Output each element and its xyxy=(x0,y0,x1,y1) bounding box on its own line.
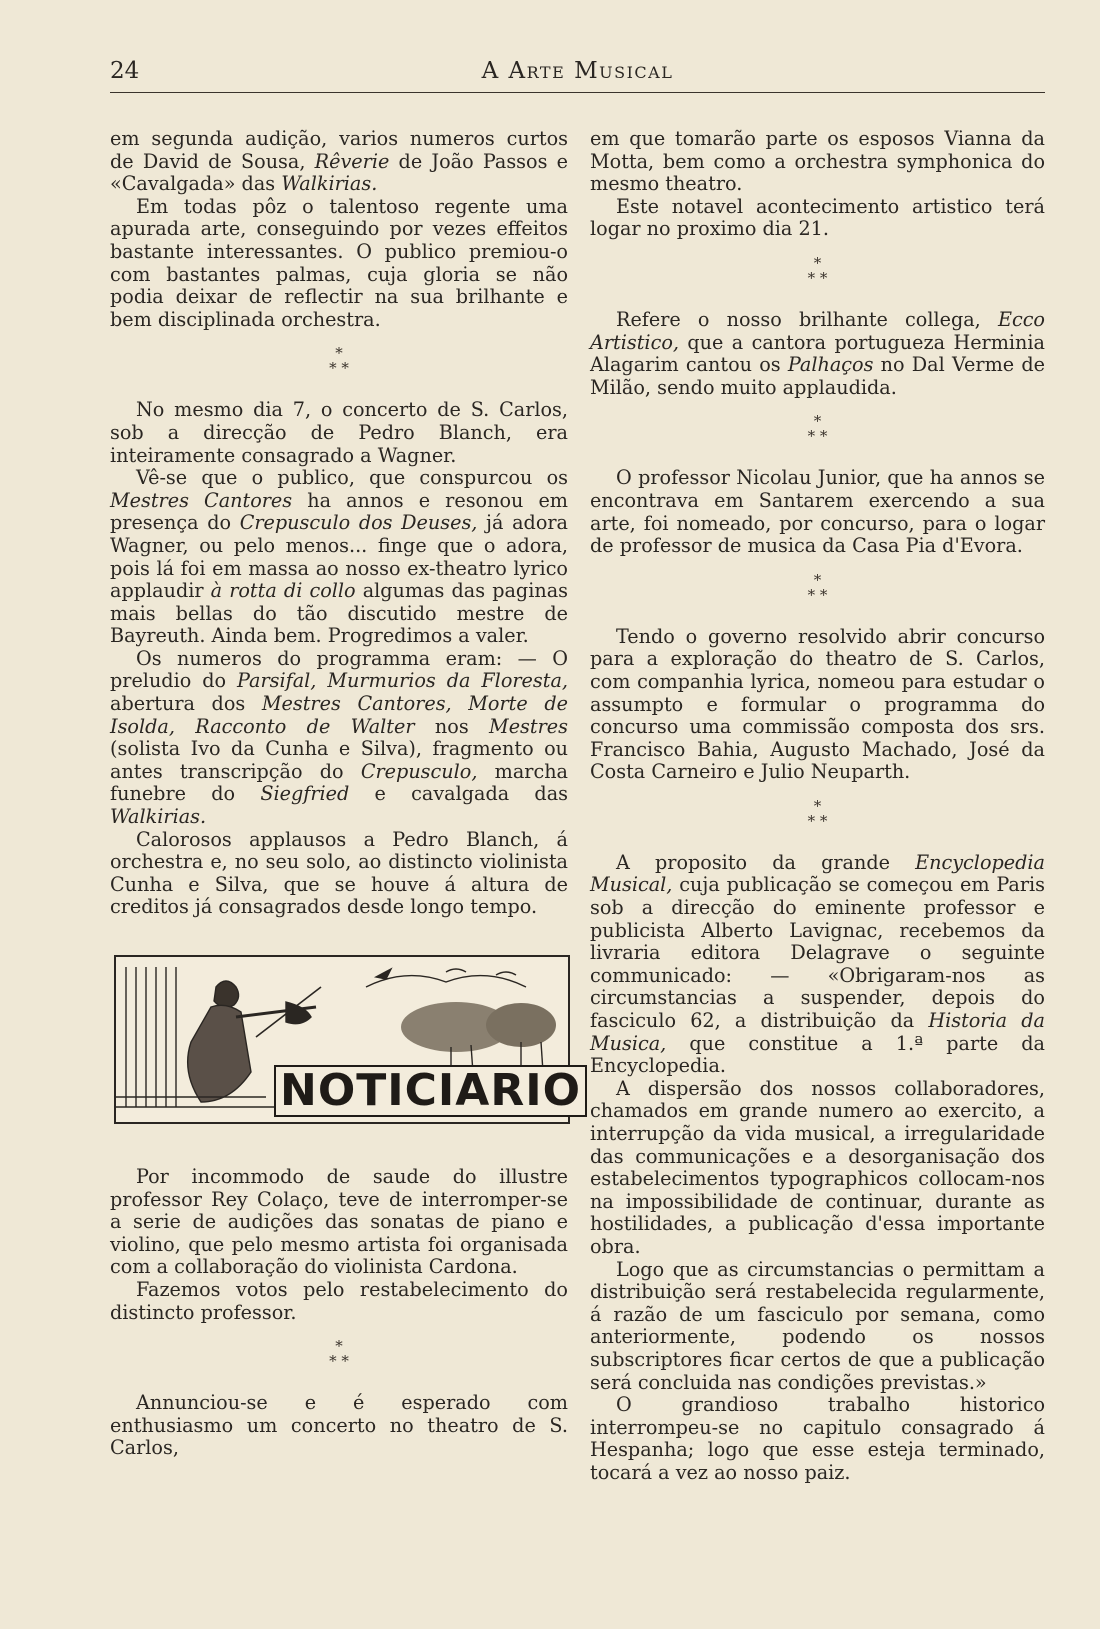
paragraph: Calorosos applausos a Pedro Blanch, á orchestra e, no seu solo, ao distincto violinista Cunha e Silva, que se houve á altura de creditos já consagrados desde longo tempo. xyxy=(110,827,568,919)
page-header xyxy=(110,58,1045,93)
paragraph: Em todas pôz o talentoso regente uma apurada arte, conseguindo por vezes effeitos bastante interessantes. O publico premiou-o com bastantes palmas, cuja gloria se não podia deixar de reflectir na sua brilhante e bem disciplinada orchestra. xyxy=(110,194,568,331)
paragraph: em segunda audição, varios numeros curtos de David de Sousa, Rêverie de João Passos e «Cavalgada» das Walkirias. xyxy=(110,127,568,196)
page-number: 24 xyxy=(110,58,140,84)
paragraph: Este notavel acontecimento artistico terá logar no proximo dia 21. xyxy=(590,194,1045,241)
paragraph: O grandioso trabalho historico interrompeu-se no capitulo consagrado á Hespanha; logo que esse esteja terminado, tocará a vez ao nosso paiz. xyxy=(590,1393,1045,1484)
paragraph: O professor Nicolau Junior, que ha annos se encontrava em Santarem exercendo a sua arte, foi nomeado, por concurso, para o logar de professor de musica da Casa Pia d'Evora. xyxy=(590,466,1045,558)
right-column xyxy=(590,128,1045,1485)
paragraph: Vê-se que o publico, que conspurcou os Mestres Cantores ha annos e resonou em presença do Crepusculo dos Deuses, já adora Wagner, ou pelo menos... finge que o adora, pois lá foi em massa ao nosso ex-theatro lyrico applaudir à rotta di collo algumas das paginas mais bellas do tão discutido mestre de Bayreuth. Ainda bem. Progredimos a valer. xyxy=(110,466,568,648)
paragraph: Por incommodo de saude do illustre professor Rey Colaço, teve de interromper-se a serie de audições das sonatas de piano e violino, que pelo mesmo artista foi organisada com a collaboração do violinista Cardona. xyxy=(110,1165,568,1279)
banner-title: NOTICIARIO xyxy=(274,1065,587,1117)
journal-title: A Arte Musical xyxy=(481,58,674,84)
paragraph: A dispersão dos nossos collaboradores, chamados em grande numero ao exercito, a interrupção da vida musical, a irregularidade das communicações e a desorganisação dos estabelecimentos typographicos collocam-nos na impossibilidade de continuar, durante as hostilidades, a publicação d'essa importante obra. xyxy=(590,1076,1045,1258)
section-separator: * * * xyxy=(329,1337,349,1371)
paragraph: em que tomarão parte os esposos Vianna da Motta, bem como a orchestra symphonica do mesmo theatro. xyxy=(590,127,1045,196)
section-separator: * * * xyxy=(807,412,828,446)
left-column xyxy=(110,127,581,1460)
paragraph: Tendo o governo resolvido abrir concurso para a exploração do theatro de S. Carlos, com companhia lyrica, nomeou para estudar o assumpto e formular o programma do concurso uma commissão composta dos srs. Francisco Bahia, Augusto Machado, José da Costa Carneiro e Julio Neuparth. xyxy=(590,624,1045,784)
section-separator: * * * xyxy=(807,796,828,830)
section-separator: * * * xyxy=(807,253,828,287)
paragraph: Os numeros do programma eram: — O preludio do Parsifal, Murmurios da Floresta, abertura dos Mestres Cantores, Morte de Isolda, Racconto de Walter nos Mestres (solista Ivo da Cunha e Silva), fragmento ou antes transcripção do Crepusculo, marcha funebre do Siegfried e cavalgada das Walkirias. xyxy=(110,646,568,829)
noticiario-banner-illustration xyxy=(114,955,581,1124)
paragraph: No mesmo dia 7, o concerto de S. Carlos, sob a direcção de Pedro Blanch, era inteiramente consagrado a Wagner. xyxy=(110,398,568,467)
section-separator: * * * xyxy=(807,570,828,604)
section-separator: * * * xyxy=(329,344,349,378)
paragraph: Annunciou-se e é esperado com enthusiasmo um concerto no theatro de S. Carlos, xyxy=(110,1391,568,1460)
paragraph: Fazemos votos pelo restabelecimento do distincto professor. xyxy=(110,1277,568,1324)
paragraph: A proposito da grande Encyclopedia Musical, cuja publicação se começou em Paris sob a direcção do eminente professor e publicista Alberto Lavignac, recebemos da livraria editora Delagrave o seguinte communicado: — «Obrigaram-nos as circumstancias a suspender, depois do fasciculo 62, a distribuição da Historia da Musica, que constitue a 1.ª parte da Encyclopedia. xyxy=(590,850,1045,1078)
paragraph: Refere o nosso brilhante collega, Ecco Artistico, que a cantora portugueza Herminia Alagarim cantou os Palhaços no Dal Verme de Milão, sendo muito applaudida. xyxy=(590,307,1045,399)
paragraph: Logo que as circumstancias o permittam a distribuição será restabelecida regularmente, á razão de um fasciculo por semana, como anteriormente, podendo os nossos subscriptores ficar certos de que a publicação será concluida nas condições previstas.» xyxy=(590,1257,1045,1394)
